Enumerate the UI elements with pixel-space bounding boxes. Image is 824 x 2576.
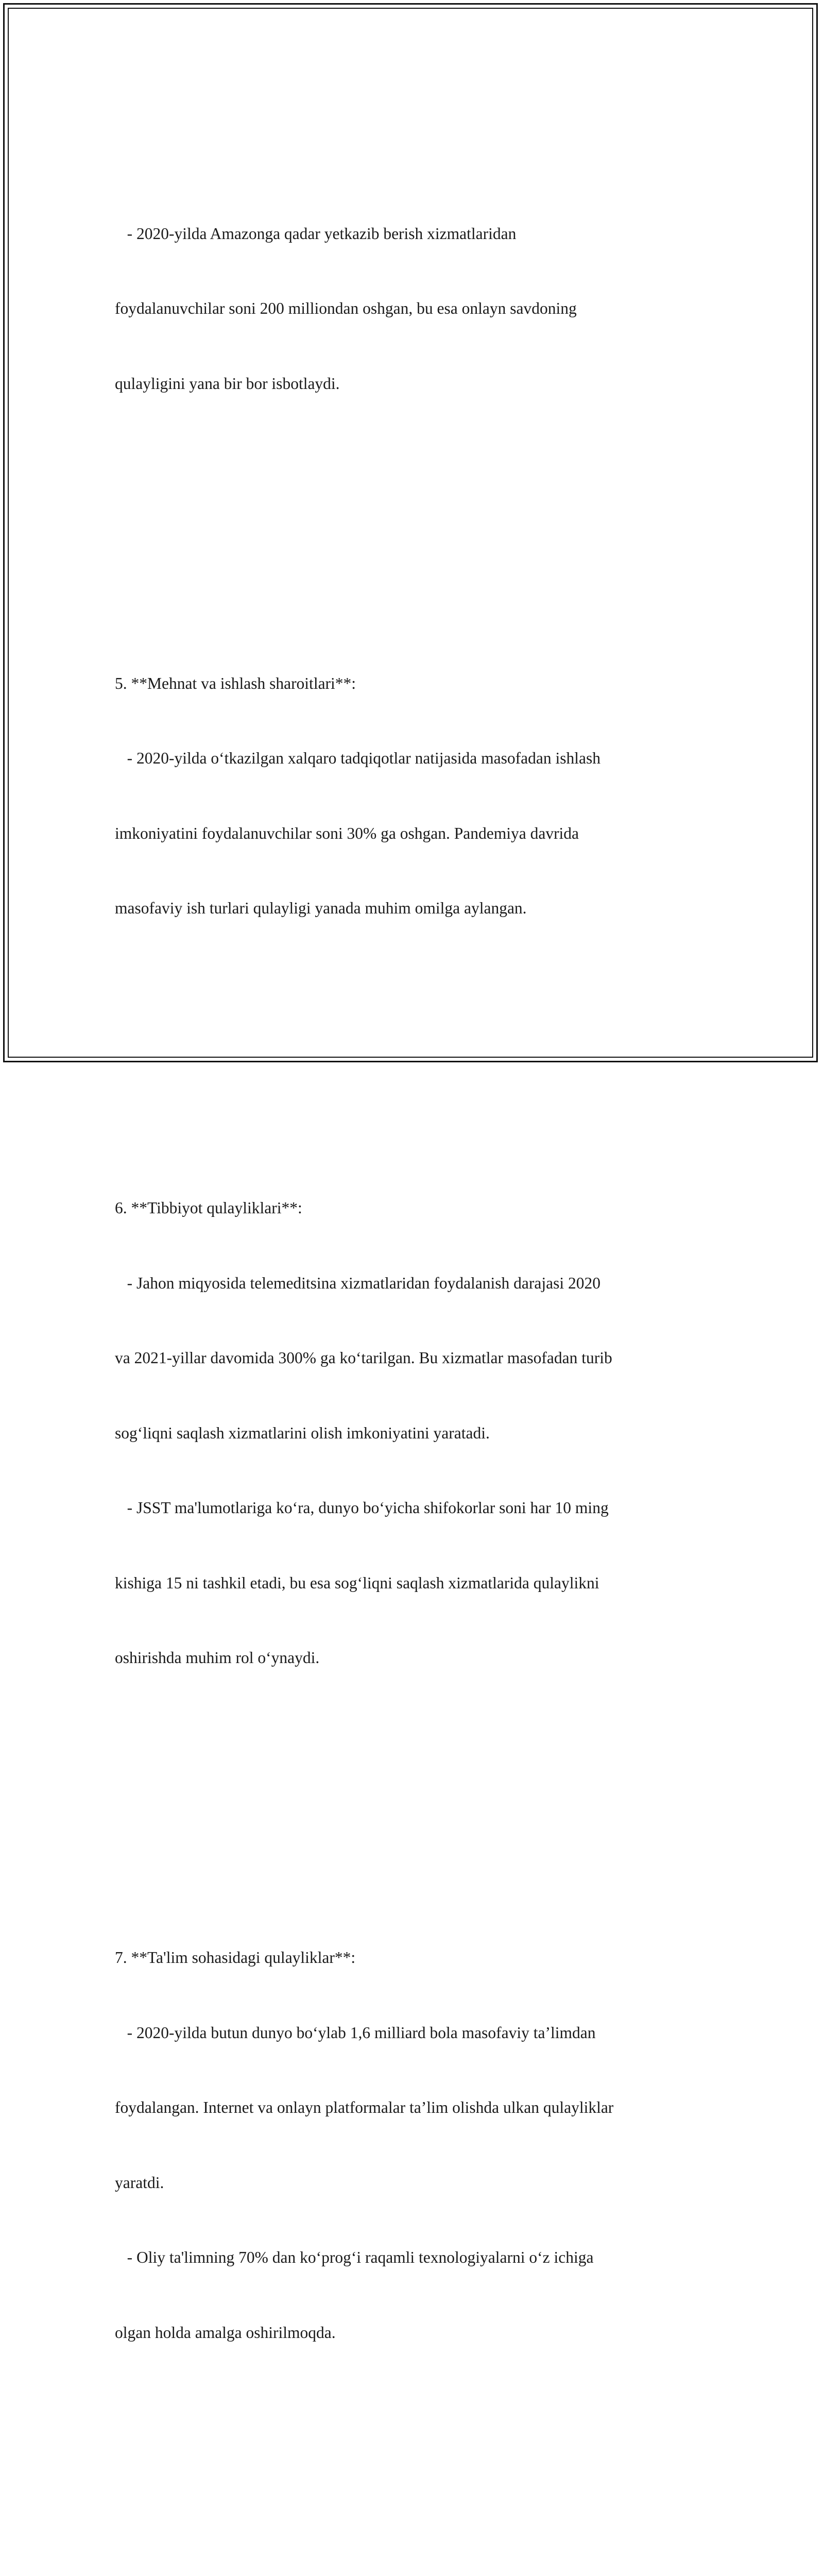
text-line: sog‘liqni saqlash xizmatlarini olish imkoniyatini yaratadi.	[115, 1421, 723, 1446]
text-line: foydalanuvchilar soni 200 milliondan oshgan, bu esa onlayn savdoning	[115, 296, 723, 321]
paragraph-gap	[115, 1046, 723, 1071]
section-heading: 7. **Ta'lim sohasidagi qulayliklar**:	[115, 1945, 723, 1971]
text-line: olgan holda amalga oshirilmoqda.	[115, 2320, 723, 2346]
text-line: masofaviy ish turlari qulayligi yanada muhim omilga aylangan.	[115, 896, 723, 921]
text-line: - 2020-yilda o‘tkazilgan xalqaro tadqiqotlar natijasida masofadan ishlash	[115, 746, 723, 771]
text-line: foydalangan. Internet va onlayn platformalar ta’lim olishda ulkan qulayliklar	[115, 2095, 723, 2121]
section-6-medical-conveniences	[115, 1146, 723, 1721]
text-line: kishiga 15 ni tashkil etadi, bu esa sog‘liqni saqlash xizmatlarida qulaylikni	[115, 1571, 723, 1596]
text-line: qulayligini yana bir bor isbotlaydi.	[115, 371, 723, 397]
section-7-education-conveniences	[115, 1895, 723, 2395]
paragraph-gap	[115, 2470, 723, 2496]
paragraph-gap	[115, 521, 723, 547]
document-body	[115, 96, 723, 2576]
text-line: yaratdi.	[115, 2171, 723, 2196]
text-line: imkoniyatini foydalanuvchilar soni 30% ga oshgan. Pandemiya davrida	[115, 821, 723, 846]
paragraph-conclusion	[115, 2570, 723, 2576]
text-line: va 2021-yillar davomida 300% ga ko‘tarilgan. Bu xizmatlar masofadan turib	[115, 1346, 723, 1371]
paragraph-amazon-bullet	[115, 172, 723, 447]
text-line: - Oliy ta'limning 70% dan ko‘prog‘i raqamli texnologiyalarni o‘z ichiga	[115, 2245, 723, 2270]
text-line: - 2020-yilda Amazonga qadar yetkazib berish xizmatlaridan	[115, 222, 723, 247]
section-heading: 5. **Mehnat va ishlash sharoitlari**:	[115, 671, 723, 697]
text-line: - Jahon miqyosida telemeditsina xizmatlaridan foydalanish darajasi 2020	[115, 1271, 723, 1296]
text-line: - JSST ma'lumotlariga ko‘ra, dunyo bo‘yicha shifokorlar soni har 10 ming	[115, 1496, 723, 1521]
text-line: - 2020-yilda butun dunyo bo‘ylab 1,6 milliard bola masofaviy ta’limdan	[115, 2021, 723, 2046]
section-5-work-conditions	[115, 621, 723, 971]
section-heading: 6. **Tibbiyot qulayliklari**:	[115, 1196, 723, 1221]
paragraph-gap	[115, 1795, 723, 1821]
text-line: oshirishda muhim rol o‘ynaydi.	[115, 1646, 723, 1671]
